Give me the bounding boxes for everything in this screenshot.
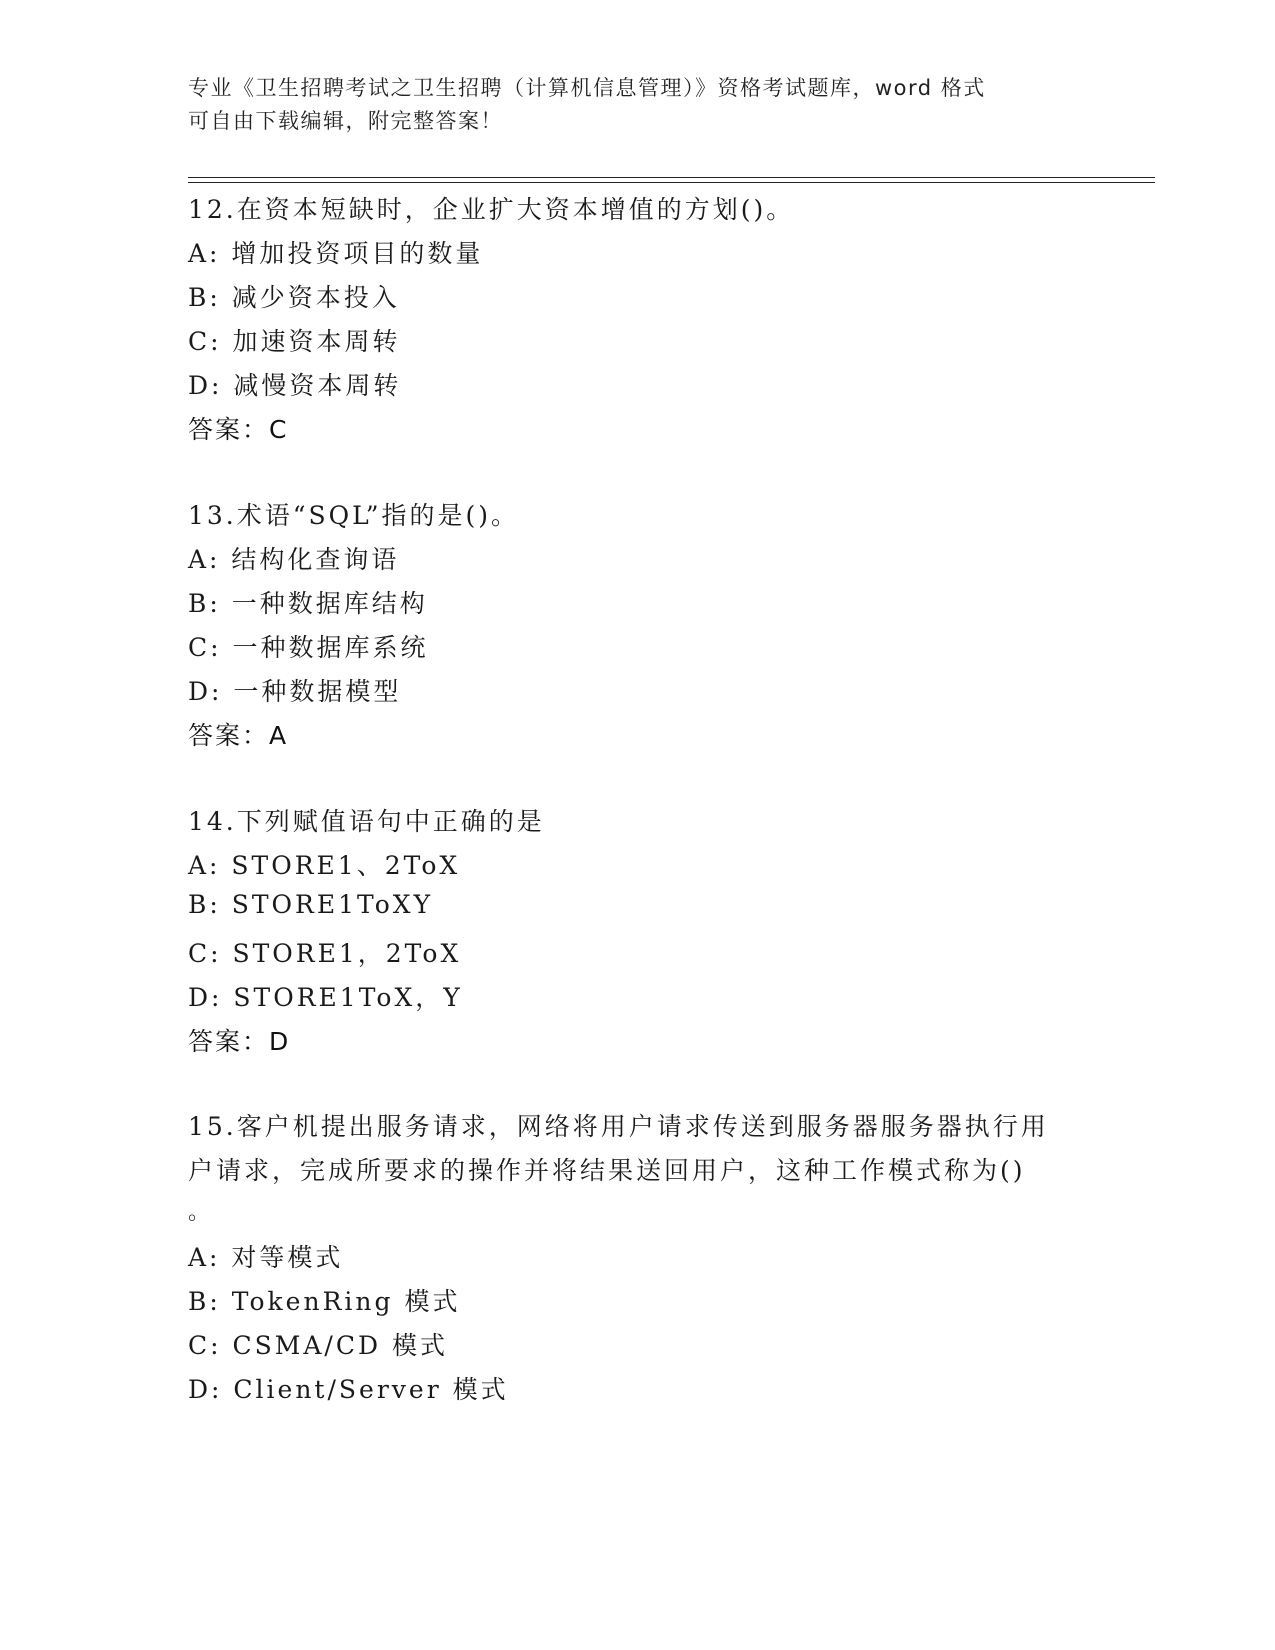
question-13-option-b: B: 一种数据库结构 — [188, 589, 428, 618]
header-divider-top — [188, 177, 1155, 178]
question-14-option-a: A: STORE1、2ToX — [188, 851, 461, 880]
question-14-option-c: C: STORE1，2ToX — [188, 939, 462, 968]
question-14-option-b: B: STORE1ToXY — [188, 890, 434, 919]
question-15-option-b: B: TokenRing 模式 — [188, 1287, 461, 1316]
question-15-stem-line-2: 户请求，完成所要求的操作并将结果送回用户，这种工作模式称为() — [188, 1156, 1026, 1185]
question-14-stem: 14.下列赋值语句中正确的是 — [188, 807, 545, 836]
question-15-stem-line-1: 15.客户机提出服务请求，网络将用户请求传送到服务器服务器执行用 — [188, 1112, 1049, 1141]
question-12-option-d: D: 减慢资本周转 — [188, 371, 402, 400]
question-12-stem: 12.在资本短缺时，企业扩大资本增值的方划()。 — [188, 195, 795, 224]
question-14-option-d: D: STORE1ToX，Y — [188, 983, 463, 1012]
question-12-option-b: B: 减少资本投入 — [188, 283, 400, 312]
header-divider-bottom — [188, 182, 1155, 183]
header-line-2: 可自由下载编辑，附完整答案！ — [188, 109, 503, 133]
question-13-option-d: D: 一种数据模型 — [188, 677, 402, 706]
question-15-stem-line-3: 。 — [188, 1200, 214, 1225]
question-13-option-a: A: 结构化查询语 — [188, 545, 400, 574]
question-14-answer: 答案：D — [188, 1027, 291, 1056]
question-12-option-a: A: 增加投资项目的数量 — [188, 239, 484, 268]
question-12-answer: 答案：C — [188, 415, 289, 444]
header-line-1: 专业《卫生招聘考试之卫生招聘（计算机信息管理）》资格考试题库，word 格式 — [188, 76, 986, 100]
document-header — [188, 72, 1088, 138]
question-15-option-c: C: CSMA/CD 模式 — [188, 1331, 448, 1360]
question-15-option-a: A: 对等模式 — [188, 1243, 344, 1272]
question-13-answer: 答案：A — [188, 721, 289, 750]
question-13-option-c: C: 一种数据库系统 — [188, 633, 429, 662]
question-13-stem: 13.术语“SQL”指的是()。 — [188, 501, 520, 530]
question-12-option-c: C: 加速资本周转 — [188, 327, 401, 356]
question-15-option-d: D: Client/Server 模式 — [188, 1375, 509, 1404]
